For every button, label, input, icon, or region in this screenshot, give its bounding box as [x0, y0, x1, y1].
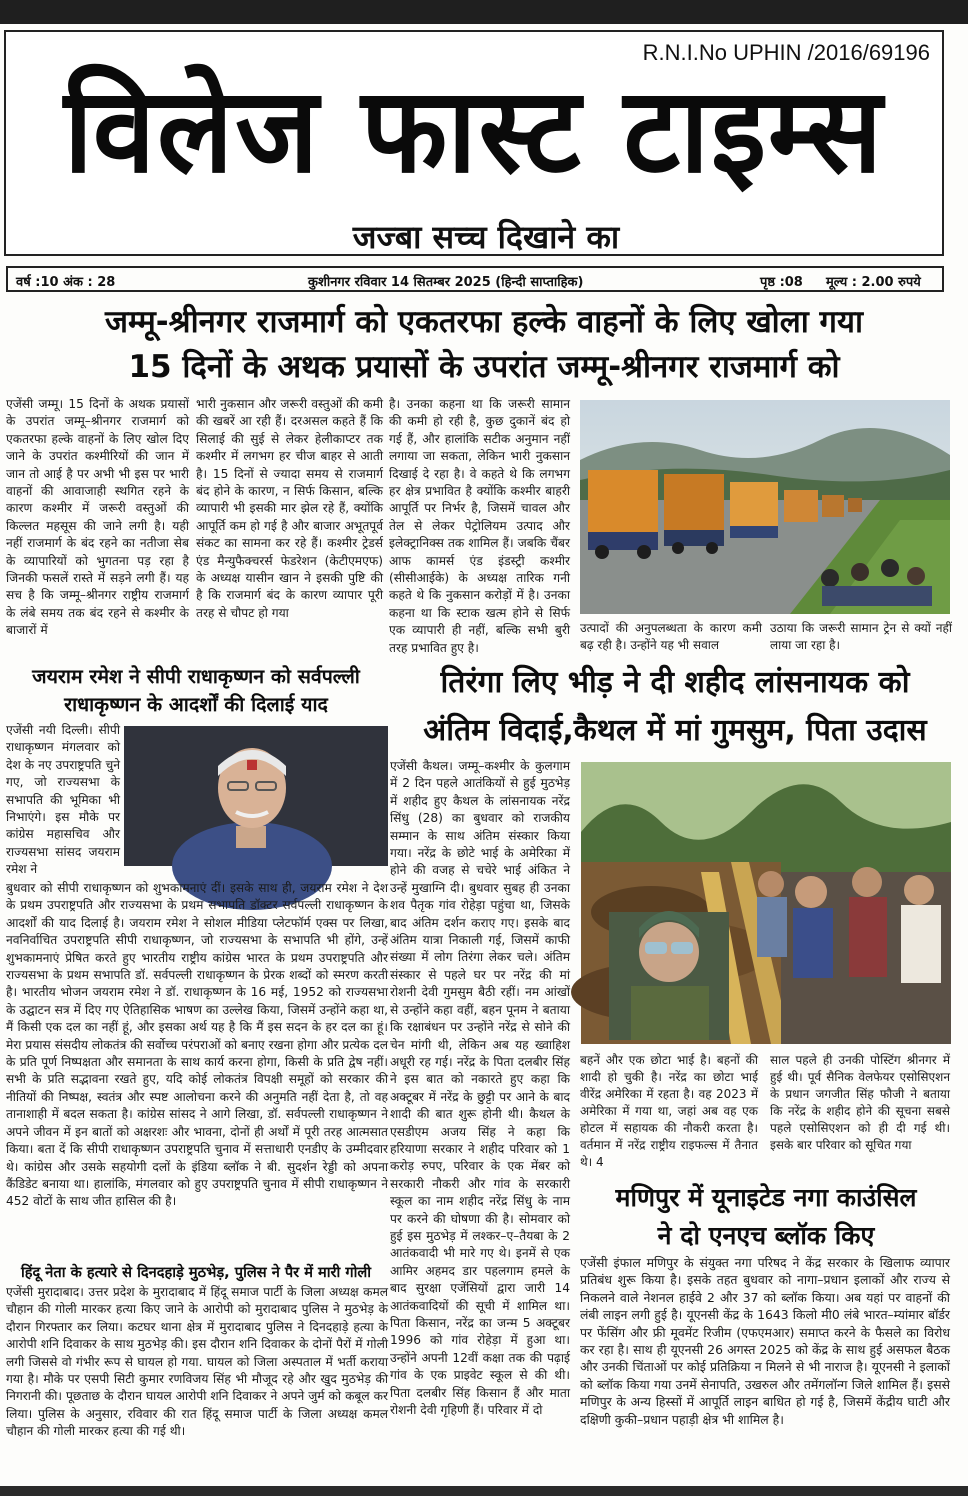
price: मूल्य : 2.00 रुपये: [826, 275, 921, 290]
jairam-subheadline: राधाकृष्णन के आदर्शों की दिलाई याद: [64, 693, 328, 716]
photo-caption-left: उत्पादों की अनुपलब्धता के कारण कमी बढ़ रही है। उन्होंने यह भी सवाल: [580, 621, 762, 652]
masthead: [4, 30, 944, 256]
tiranga-subheadline: अंतिम विदाई,कैथल में मां गुमसुम, पिता उदास: [423, 713, 927, 748]
lead-column-2: भारी नुकसान और जरूरी वस्तुओं की कमी की खबरें आ रही हैं। दरअसल कहते हैं कि सिलाई की सुई से लेकर हेलीकाप्टर तक कश्मीर में लगभग हर चीज बाहर से आती है। 15 दिनों से ज्यादा समय से राजमार्ग बंद होने के कारण, न सिर्फ किसान, बल्कि व्यापारी भी इसकी मार झेल रहे हैं, क्योंकि आपूर्ति कम हो गई है और बाजार अभूतपूर्व संकट का सामना कर रहे हैं। कश्मीर ट्रेडर्स एंड मैन्युफैक्चरर्स फेडरेशन (केटीएमएफ) के अध्यक्ष यासीन खान ने इसकी पुष्टि की है कि राजमार्ग बंद के कारण व्यापार पूरी तरह से चौपट हो गया: [196, 397, 383, 620]
newspaper-title: विलेज फास्ट टाइम्स: [63, 62, 885, 200]
top-dark-strip: [0, 0, 968, 24]
funeral-crowd-photo: [581, 762, 951, 1044]
jairam-body: बुधवार को सीपी राधाकृष्णन को शुभकामनाएं दीं। इसके साथ ही, जयराम रमेश ने देश के प्रथम उपराष्ट्रपति और राज्यसभा के प्रथम सभापति डॉक्टर सर्वपल्ली राधाकृष्णन के आदर्शों की याद दिलाई है। जयराम रमेश ने सोशल मीडिया प्लेटफॉर्म एक्स पर लिखा, नवनिर्वाचित उपराष्ट्रपति सीपी राधाकृष्णन, जो राज्यसभा के सभापति भी होंगे, उन्हें शुभकामनाएं प्रेषित करते हुए भारतीय राष्ट्रीय कांग्रेस भारत के प्रथम उपराष्ट्रपति और राज्यसभा के प्रथम सभापति डॉ. सर्वपल्ली राधाकृष्णन के प्रेरक शब्दों को स्मरण करती है। भारतीय भोजन जयराम रमेश ने डॉ. राधाकृष्णन के 16 मई, 1952 को राज्यसभा के उद्घाटन सत्र में दिए गए ऐतिहासिक भाषण का उल्लेख किया, जिसमें उन्होंने कहा था, मैं किसी एक दल का नहीं हूं, और इसका अर्थ यह है कि मैं इस सदन के हर दल का हूं। मेरा प्रयास संसदीय लोकतंत्र की सर्वोच्च परंपराओं को बनाए रखना होगा और प्रत्येक दल के प्रति पूर्ण निष्पक्षता और समानता के साथ कार्य करना होगा, किसी के प्रति द्वेष नहीं। सभी के प्रति सद्भावना रखते हुए, यदि कोई लोकतंत्र विपक्षी समूहों को सरकार की नीतियों की निष्पक्ष, स्वतंत्र और स्पष्ट आलोचना करने की अनुमति नहीं देता है, तो वह तानाशाही में बदल सकता है। कांग्रेस सांसद ने आगे लिखा, डॉ. सर्वपल्ली राधाकृष्णन ने अपने जीवन में इन बातों को अक्षरशः और भावना, दोनों ही अर्थों में पूरी तरह आत्मसात किया। बता दें कि सीपी राधाकृष्णन उपराष्ट्रपति चुनाव में सत्ताधारी एनडीए के उम्मीदवार थे। कांग्रेस और उसके सहयोगी दलों के इंडिया ब्लॉक ने बी. सुदर्शन रेड्डी को अपना कैंडिडेट बनाया था। हालांकि, मंगलवार को हुए उपराष्ट्रपति चुनाव में सीपी राधाकृष्णन ने 452 वोटों के साथ जीत हासिल की है।: [6, 881, 388, 1209]
speaker-portrait-illustration: [124, 726, 388, 866]
issue-info-bar: [6, 266, 944, 292]
photo-caption-right: उठाया कि जरूरी सामान ट्रेन से क्यों नहीं लाया जा रहा है।: [770, 621, 952, 652]
highway-trucks-photo: [580, 400, 950, 614]
manipur-headline: मणिपुर में यूनाइटेड नगा काउंसिल: [615, 1183, 917, 1212]
murder-body: एजेंसी मुरादाबाद। उत्तर प्रदेश के मुरादाबाद में हिंदू समाज पार्टी के जिला अध्यक्ष कमल चौहान की गोली मारकर हत्या किए जाने के आरोपी को मुरादाबाद पुलिस ने मुठभेड़ के दौरान गिरफ्तार कर लिया। कटघर थाना क्षेत्र में मुरादाबाद पुलिस ने दिनदहाड़े हत्या के आरोपी शनि दिवाकर के साथ मुठभेड़ की। इस दौरान शनि दिवाकर के दोनों पैरों में गोली लगी जिससे वो गंभीर रूप से घायल हो गया. घायल को जिला अस्पताल में भर्ती कराया गया है। मौके पर एसपी सिटी कुमार रणविजय सिंह भी मौजूद रहे और खुद मुठभेड़ की निगरानी की। पूछताछ के दौरान घायल आरोपी शनि दिवाकर ने अपने जुर्म को कबूल कर लिया। पुलिस के अनुसार, रविवार की रात हिंदू समाज पार्टी के जिला अध्यक्ष कमल चौहान की गोली मारकर हत्या की गई थी।: [6, 1285, 388, 1439]
murder-headline: हिंदू नेता के हत्यारे से दिनदहाड़े मुठभेड़, पुलिस ने पैर में मारी गोली: [20, 1264, 372, 1281]
lead-column-3: है। उनका कहना था कि जरूरी सामान की कमी हो रही है, कुछ दुकानें बंद हो गई हैं, और हालांकि सटीक अनुमान नहीं लगाया जा सकता, लेकिन भारी नुकसान दिखाई दे रहा है। वे कहते थे कि लगभग हर क्षेत्र प्रभावित है क्योंकि कश्मीर बाहरी आपूर्ति पर निर्भर है, जिसमें चावल और तेल से लेकर पेट्रोलियम उत्पाद और इलेक्ट्रानिक्स तक शामिल हैं। जबकि चैंबर आफ कामर्स एंड इंडस्ट्री कश्मीर (सीसीआईके) के अध्यक्ष तारिक गनी कहते थे कि नुकसान करोड़ों में है। उनका कहना था कि स्टाक खत्म होने से सिर्फ एक व्यापारी ही नहीं, बल्कि सभी बुरी तरह प्रभावित हुए है।: [389, 397, 570, 655]
dateline: कुशीनगर रविवार 14 सितम्बर 2025 (हिन्दी साप्ताहिक): [308, 275, 584, 290]
lead-headline: जम्मू-श्रीनगर राजमार्ग को एकतरफा हल्के वाहनों के लिए खोला गया: [104, 304, 864, 340]
radhakrishnan-photo: [124, 726, 388, 866]
rni-number: R.N.I.No UPHIN /2016/69196: [642, 40, 930, 65]
tiranga-headline: तिरंगा लिए भीड़ ने दी शहीद लांसनायक को: [440, 665, 910, 700]
bottom-dark-strip: [0, 1486, 968, 1496]
manipur-subheadline: ने दो एनएच ब्लॉक किए: [657, 1221, 875, 1250]
tiranga-caption-1: बहनें और एक छोटा भाई है। बहनों की शादी हो चुकी है। नरेंद्र का छोटा भाई वीरेंद्र अमेरिका में रहता है। वह 2023 में अमेरिका में गया था, जहां अब वह एक होटल में सहायक की नौकरी करता है। वर्तमान में नरेंद्र राष्ट्रीय राइफल्स में तैनात थे। 4: [580, 1053, 758, 1169]
tiranga-caption-2: साल पहले ही उनकी पोस्टिंग श्रीनगर में हुई थी। पूर्व सैनिक वेलफेयर एसोसिएशन के प्रधान जगजीत सिंह फौजी ने बताया कि नरेंद्र के शहीद होने की सूचना सबसे पहले एसोसिएशन को ही दी गई थी। इसके बार परिवार को सूचित गया: [770, 1053, 950, 1152]
page-count: पृष्ठ :08: [760, 275, 803, 290]
jairam-headline: जयराम रमेश ने सीपी राधाकृष्णन को सर्वपल्ली: [32, 665, 360, 688]
volume-issue: वर्ष :10 अंक : 28: [16, 275, 116, 290]
newspaper-slogan: जज्बा सच्च दिखाने का: [352, 218, 620, 256]
manipur-body: एजेंसी इंफाल मणिपुर के संयुक्त नगा परिषद ने केंद्र सरकार के खिलाफ व्यापार प्रतिबंध शुरू किया है। इसके तहत बुधवार को नागा–प्रधान इलाकों और राज्य से निकलने वाले नेशनल हाईवे 2 और 37 को ब्लॉक किया। अब यहां पर वाहनों की लंबी लाइन लगी हुई है। यूएनसी केंद्र के 1643 किलो मी0 लंबे भारत–म्यांमार बॉर्डर पर फेंसिंग और फ्री मूवमेंट रिजीम (एफएमआर) समाप्त करने के फैसले का विरोध कर रहा है। साथ ही यूएनसी 26 अगस्त 2025 को केंद्र के साथ हुई असफल बैठक और उनकी चिंताओं पर कोई प्रतिक्रिया न मिलने से भी नाराज है। यूएनसी ने इलाकों को ब्लॉक किया गया उनमें सेनापति, उखरुल और तमेंगलॉन्ग जिले शामिल हैं। इससे मणिपुर के अन्य हिस्सों में आपूर्ति लाइन बाधित हो गई है, जिसमें केंद्रीय घाटी और दक्षिणी कुकी–प्रधान पहाड़ी क्षेत्र भी शामिल है।: [580, 1255, 950, 1427]
lead-subheadline: 15 दिनों के अथक प्रयासों के उपरांत जम्मू-श्रीनगर राजमार्ग को: [128, 349, 840, 385]
funeral-crowd-illustration: [581, 762, 951, 1044]
tiranga-column: एजेंसी कैथल। जम्मू–कश्मीर के कुलगाम में 2 दिन पहले आतंकियों से हुई मुठभेड़ में शहीद हुए कैथल के लांसनायक नरेंद्र सिंधु (28) का बुधवार को राजकीय सम्मान के साथ अंतिम संस्कार किया गया। नरेंद्र के छोटे भाई के अमेरिका में होने की वजह से चचेरे भाई अंकित ने उन्हें मुखाग्नि दी। बुधवार सुबह ही उनका शव पैतृक गांव रोहेड़ा पहुंचा था, जिसके बाद अंतिम दर्शन कराए गए। इसके बाद अंतिम यात्रा निकाली गई, जिसमें काफी संख्या में लोग तिरंगा लेकर चले। अंतिम संस्कार से पहले घर पर नरेंद्र की मां रोशनी देवी गुमसुम बैठी रहीं। नम आंखों से उन्होंने कहा वहीं, बहन पूनम ने बताया कि रक्षाबंधन पर उन्होंने नरेंद्र से सोने की चेन मांगी थी, लेकिन अब यह ख्वाहिश अधूरी रह गई। नरेंद्र के पिता दलबीर सिंह ने इस बात को नकारते हुए कहा कि अक्टूबर में नरेंद्र के छुट्टी पर आने के बाद शादी की बात शुरू होनी थी। कैथल के एसडीएम अजय सिंह ने कहा कि हरियाणा सरकार ने शहीद परिवार को 1 करोड़ रुपए, परिवार के एक मेंबर को सरकारी नौकरी और गांव के सरकारी स्कूल का नाम शहीद नरेंद्र सिंधु के नाम पर करने की घोषणा की है। सोमवार को हुई इस मुठभेड़ में लश्कर–ए–तैयबा के 2 आतंकवादी भी मारे गए थे। इनमें से एक आमिर अहमद डार पहलगाम हमले के बाद सुरक्षा एजेंसियों द्वारा जारी 14 आतंकवादियों की सूची में शामिल था। पिता किसान, नरेंद्र का जन्म 5 अक्टूबर 1996 को गांव रोहेड़ा में हुआ था। उन्होंने अपनी 12वीं कक्षा तक की पढ़ाई गांव के एक प्राइवेट स्कूल से की थी। पिता दलबीर सिंह किसान हैं और माता रोशनी देवी गृहिणी हैं। परिवार में दो: [390, 759, 570, 1418]
lead-column-1: एजेंसी जम्मू। 15 दिनों के अथक प्रयासों के उपरांत जम्मू–श्रीनगर राजमार्ग को एकतरफा हल्के वाहनों के लिए खोल दिए जाने के उपरांत कश्मीरियों की जान में जान तो आई है पर अभी भी इस पर भारी वाहनों की आवाजाही स्थगित रहने के कारण कश्मीर में जरूरी वस्तुओं की किल्लत महसूस की जाने लगी है। यही नहीं राजमार्ग के बंद रहने का नतीजा सेब के व्यापारियों को भुगतना पड़ रहा है जिनकी फसलें रास्ते में सड़ने लगी हैं। यह सच है कि जम्मू–श्रीनगर राष्ट्रीय राजमार्ग के लंबे समय तक बंद रहने से कश्मीर के बाजारों में: [6, 397, 189, 638]
jairam-intro: एजेंसी नयी दिल्ली। सीपी राधाकृष्णन मंगलवार को देश के नए उपराष्ट्रपति चुने गए, जो राज्यसभा के सभापति की भूमिका भी निभाएंगे। इस मौके पर कांग्रेस महासचिव और राज्यसभा सांसद जयराम रमेश ने: [6, 723, 120, 877]
highway-trucks-illustration: [580, 400, 950, 614]
